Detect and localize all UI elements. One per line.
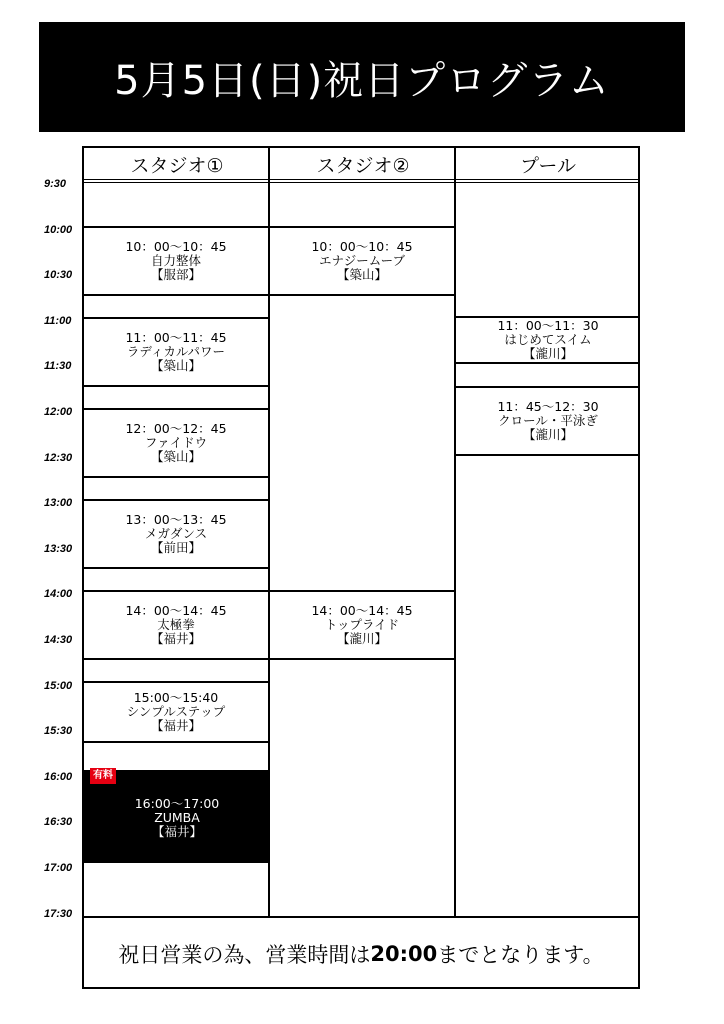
time-label: 11:00 xyxy=(44,314,72,327)
class-instructor: 【福井】 xyxy=(150,631,201,646)
grid-line xyxy=(84,658,270,660)
class-time: 14：00～14：45 xyxy=(125,603,227,618)
class-name: ファイドウ xyxy=(144,435,208,450)
grid-line xyxy=(84,741,270,743)
grid-line xyxy=(84,385,270,387)
class-instructor: 【瀧川】 xyxy=(522,427,573,442)
time-label: 17:30 xyxy=(44,907,73,920)
time-label: 16:00 xyxy=(44,770,73,783)
grid-line xyxy=(84,567,270,569)
time-label: 11:30 xyxy=(44,360,72,373)
class-time: 12：00～12：45 xyxy=(125,421,227,436)
class-instructor: 【築山】 xyxy=(150,449,201,464)
class-time: 14：00～14：45 xyxy=(311,603,413,618)
header-divider xyxy=(84,179,638,180)
grid-line xyxy=(270,658,456,660)
class-block-studio2[interactable] xyxy=(270,592,454,658)
time-label: 15:00 xyxy=(44,679,73,692)
grid-line xyxy=(270,294,456,296)
time-label: 15:30 xyxy=(44,725,73,738)
column-header-studio2: スタジオ② xyxy=(316,154,410,177)
grid-line xyxy=(456,362,640,364)
column-divider xyxy=(454,148,456,918)
class-name: はじめてスイム xyxy=(504,332,592,347)
class-instructor: 【瀧川】 xyxy=(336,631,387,646)
footer-note xyxy=(84,918,638,989)
class-block-studio1-paid[interactable] xyxy=(84,772,270,863)
class-instructor: 【瀧川】 xyxy=(522,346,573,361)
class-time: 11：00～11：30 xyxy=(497,318,599,333)
class-block-studio1[interactable] xyxy=(84,592,268,658)
class-name: トップライド xyxy=(324,617,400,632)
class-block-studio1[interactable] xyxy=(84,228,268,294)
class-time: 11：00～11：45 xyxy=(125,330,227,345)
class-time: 11：45～12：30 xyxy=(497,399,599,414)
class-name: メガダンス xyxy=(144,526,208,541)
header-divider-double xyxy=(84,182,638,183)
class-time: 10：00～10：45 xyxy=(311,239,413,254)
class-instructor: 【福井】 xyxy=(150,718,201,733)
time-label: 14:30 xyxy=(44,634,73,646)
paid-badge: 有料 xyxy=(90,768,116,784)
class-block-studio2[interactable] xyxy=(270,228,454,294)
class-instructor: 【築山】 xyxy=(150,358,201,373)
time-label: 9:30 xyxy=(44,178,67,190)
column-header-pool: プール xyxy=(519,154,577,177)
class-time: 13：00～13：45 xyxy=(125,512,227,527)
time-label: 12:30 xyxy=(44,451,73,464)
time-label: 17:00 xyxy=(44,862,73,874)
class-name: クロール・平泳ぎ xyxy=(498,413,598,428)
class-name: シンプルステップ xyxy=(126,704,226,719)
time-label: 10:30 xyxy=(44,269,73,282)
class-name: 太極拳 xyxy=(157,617,195,632)
time-label: 10:00 xyxy=(44,223,73,236)
footer-note-before: 祝日営業の為、営業時間は xyxy=(118,942,371,967)
class-time: 16:00～17:00 xyxy=(134,795,220,811)
class-time: 15:00～15:40 xyxy=(133,690,219,705)
time-label: 13:00 xyxy=(44,497,73,510)
class-instructor: 【築山】 xyxy=(336,267,387,282)
class-name: エナジームーブ xyxy=(318,253,405,268)
class-block-studio1[interactable] xyxy=(84,410,268,476)
grid-line xyxy=(84,294,270,296)
class-block-studio1[interactable] xyxy=(84,319,268,385)
class-block-pool[interactable] xyxy=(456,318,640,362)
class-instructor: 【服部】 xyxy=(150,267,201,282)
class-block-studio1[interactable] xyxy=(84,683,268,741)
class-block-studio1[interactable] xyxy=(84,501,268,567)
page-title: 5月5日(日)祝日プログラム xyxy=(39,22,685,132)
grid-line xyxy=(84,476,270,478)
class-name: ZUMBA xyxy=(154,809,200,825)
time-label: 13:30 xyxy=(44,542,73,555)
time-label: 16:30 xyxy=(44,816,73,829)
column-header-studio1: スタジオ① xyxy=(130,154,224,177)
class-time: 10：00～10：45 xyxy=(125,239,227,254)
footer-note-time: 20:00 xyxy=(370,941,438,966)
class-instructor: 【前田】 xyxy=(150,540,201,555)
class-name: 自力整体 xyxy=(150,253,201,268)
schedule-table xyxy=(82,146,640,989)
footer-note-after: までとなります。 xyxy=(437,942,604,967)
class-instructor: 【福井】 xyxy=(151,823,202,839)
grid-line xyxy=(456,454,640,456)
class-block-pool[interactable] xyxy=(456,388,640,454)
class-name: ラディカルパワー xyxy=(126,344,226,359)
time-label: 14:00 xyxy=(44,588,73,601)
time-label: 12:00 xyxy=(44,406,73,418)
